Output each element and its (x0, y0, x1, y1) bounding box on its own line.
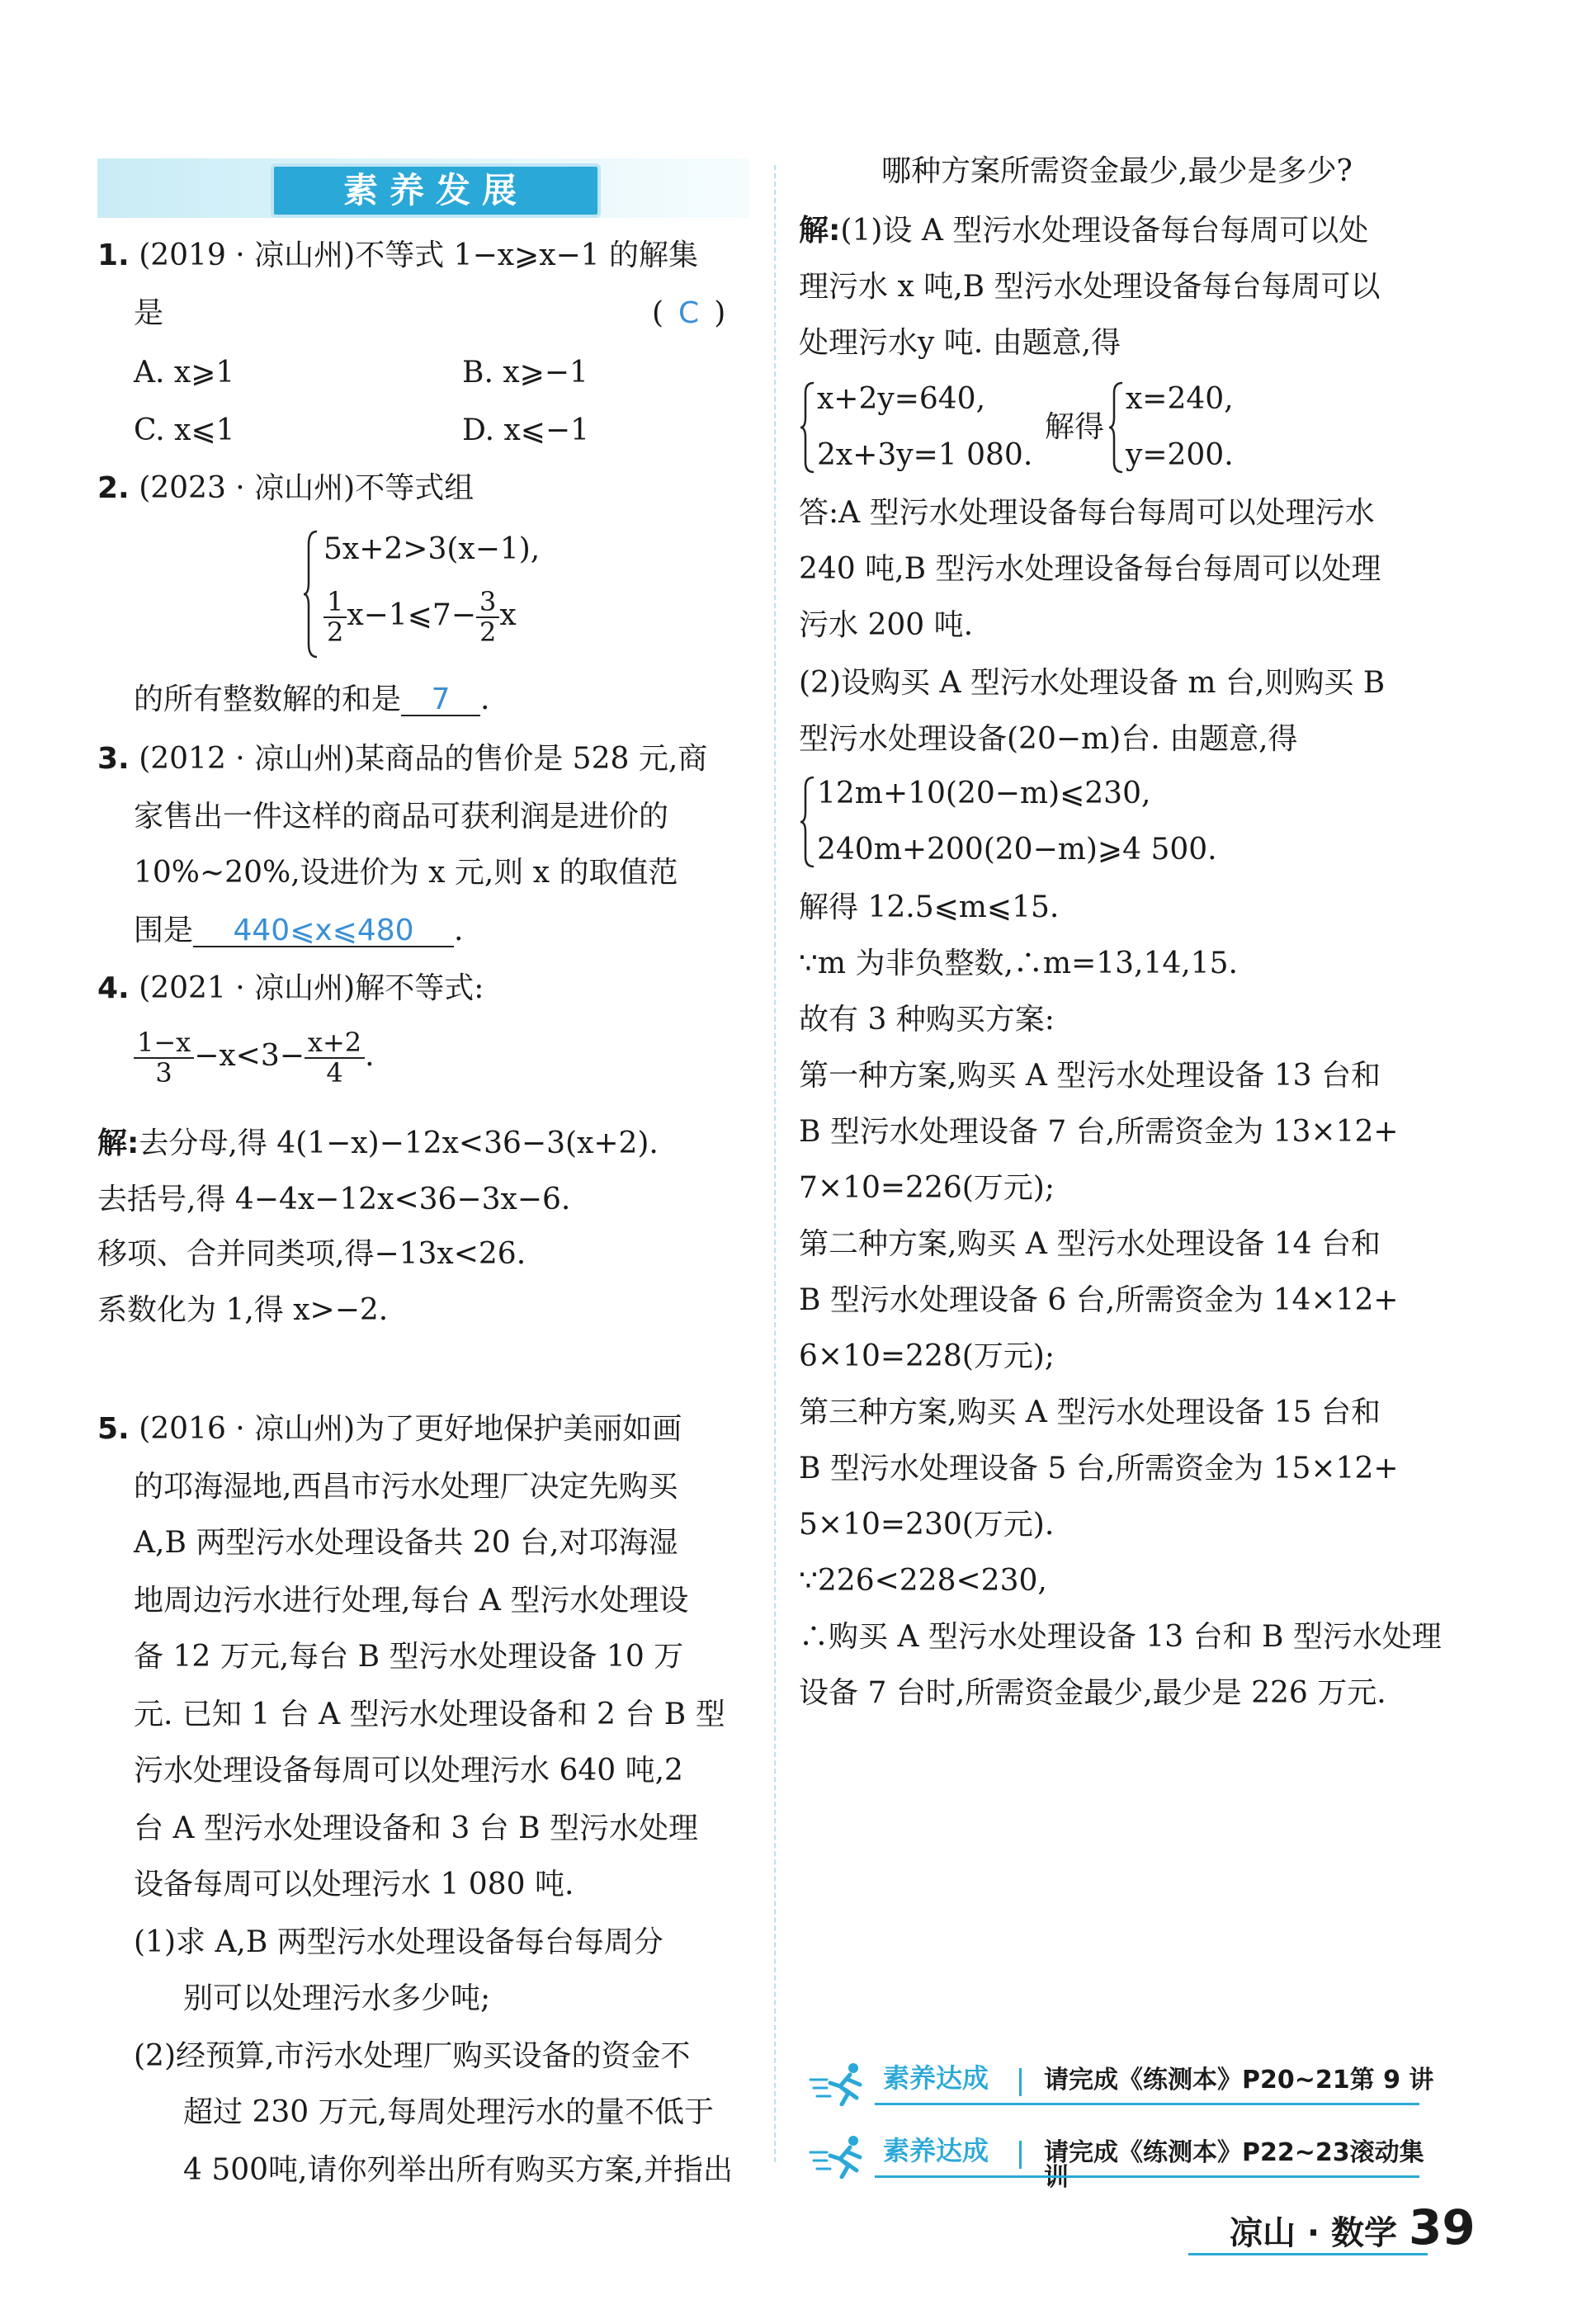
q2-end-period: . (480, 682, 490, 716)
q5-sub2-line1: (2)经预算,市污水处理厂购买设备的资金不 (134, 2039, 691, 2073)
runner-icon (809, 2062, 875, 2106)
system-b-brace (1107, 380, 1126, 475)
q3-line3: 10%~20%,设进价为 x 元,则 x 的取值范 (134, 856, 678, 890)
frac-denominator: 4 (326, 1057, 343, 1089)
footer-badge-2: 素养达成 (883, 2135, 989, 2166)
footer-text-1: 请完成《练测本》P20~21第 9 讲 (1044, 2066, 1434, 2095)
solution-line2: 理污水 x 吨,B 型污水处理设备每台每周可以 (799, 270, 1381, 304)
footer-task-1 (809, 2062, 1436, 2106)
q5-line7: 污水处理设备每周可以处理污水 640 吨,2 (134, 1754, 683, 1788)
footer-task-2 (809, 2134, 1436, 2192)
solution-line1 (799, 216, 1368, 246)
page-footer (1230, 2199, 1476, 2255)
q5-sub2-line2: 超过 230 万元,每周处理污水的量不低于 (183, 2095, 715, 2129)
page-footer-underline (1188, 2253, 1428, 2255)
q2-text: (2023 · 凉山州)不等式组 (139, 471, 475, 505)
q4-line1 (97, 971, 484, 1005)
q5-line4: 地周边污水进行处理,每台 A 型污水处理设 (134, 1584, 689, 1618)
result-line8: B 型污水处理设备 6 台,所需资金为 14×12+ (799, 1283, 1399, 1317)
result-line7: 第二种方案,购买 A 型污水处理设备 14 台和 (799, 1227, 1381, 1261)
result-line13: ∵226<228<230, (799, 1564, 1047, 1598)
q5-text: (2016 · 凉山州)为了更好地保护美丽如画 (139, 1412, 682, 1446)
system-c-line2: 240m+200(20−m)⩾4 500. (817, 833, 1217, 867)
q5-line8: 台 A 型污水处理设备和 3 台 B 型污水处理 (134, 1811, 699, 1845)
q4-solution-line3: 移项、合并同类项,得−13x<26. (97, 1237, 526, 1271)
q5-sub2-line3: 4 500吨,请你列举出所有购买方案,并指出 (183, 2153, 733, 2187)
frac-numerator: x+2 (305, 1028, 365, 1059)
continued-question: 哪种方案所需资金最少,最少是多少? (881, 154, 1353, 188)
result-line15: 设备 7 台时,所需资金最少,最少是 226 万元. (799, 1676, 1386, 1710)
q5-sub1-line2: 别可以处理污水多少吨; (183, 1981, 491, 2015)
solution-line3: 处理污水y 吨. 由题意,得 (799, 326, 1121, 360)
answer-line1: 答:A 型污水处理设备每台每周可以处理污水 (799, 496, 1375, 530)
footer-text-2: 请完成《练测本》P22~23滚动集训 (1044, 2138, 1424, 2192)
q3-line4-text: 围是 (134, 914, 194, 947)
q1-option-a: A. x⩾1 (134, 356, 235, 390)
result-line5: B 型污水处理设备 7 台,所需资金为 13×12+ (799, 1115, 1399, 1149)
system-c-line1: 12m+10(20−m)⩽230, (817, 777, 1151, 810)
q3-line4 (134, 916, 463, 947)
system-b-line2: y=200. (1126, 438, 1234, 472)
q1-line1 (97, 241, 698, 271)
frac-numerator: 1−x (134, 1028, 194, 1059)
answer-line3: 污水 200 吨. (799, 608, 974, 642)
q4-solution-line1 (97, 1126, 659, 1160)
q1-text: (2019 · 凉山州)不等式 1−x⩾x−1 的解集 (139, 239, 699, 272)
system-c-brace (799, 774, 817, 870)
result-line14: ∴购买 A 型污水处理设备 13 台和 B 型污水处理 (799, 1620, 1442, 1654)
q2-system-end: x (499, 598, 517, 633)
q4-solution-label: 解: (97, 1126, 139, 1160)
frac-numerator: 1 (323, 588, 347, 618)
q4-text: (2021 · 凉山州)解不等式: (139, 971, 484, 1005)
q5-sub1-line1: (1)求 A,B 两型污水处理设备每台每周分 (134, 1925, 663, 1959)
q2-line1 (97, 471, 475, 505)
footer-separator-1 (1019, 2068, 1022, 2096)
solution-text1: (1)设 A 型污水处理设备每台每周可以处 (840, 214, 1369, 248)
result-line3: 故有 3 种购买方案: (799, 1003, 1055, 1037)
q2-question-end (134, 682, 490, 716)
answer-line2: 240 吨,B 型污水处理设备每台每周可以处理 (799, 552, 1381, 586)
system-a-brace (799, 380, 817, 475)
q4-inequality-end: . (365, 1039, 375, 1074)
system-b-line1: x=240, (1126, 382, 1234, 416)
q3-line1 (97, 744, 707, 774)
section-title: 素养发展 (271, 163, 601, 218)
q4-solution-line2: 去括号,得 4−4x−12x<36−3x−6. (97, 1183, 571, 1216)
q2-fraction-half (323, 588, 347, 647)
q1-answer-bracket: ( C ) (652, 296, 726, 330)
q2-answer-blank (401, 682, 480, 716)
q5-line1 (97, 1412, 682, 1446)
q4-solution-text1: 去分母,得 4(1−x)−12x<36−3(x+2). (139, 1126, 659, 1160)
q2-system-mid: x−1⩽7− (347, 598, 476, 633)
q4-number: 4. (97, 971, 130, 1005)
q2-system-line1: 5x+2>3(x−1), (323, 532, 541, 566)
q1-number: 1. (97, 239, 130, 272)
q3-line2: 家售出一件这样的商品可获利润是进价的 (134, 800, 669, 834)
q3-end-period: . (454, 914, 464, 947)
q5-line5: 备 12 万元,每台 B 型污水处理设备 10 万 (134, 1640, 684, 1674)
q4-inequality (134, 1028, 375, 1088)
q3-answer: 440⩽x⩽480 (233, 914, 414, 947)
frac-denominator: 2 (479, 616, 497, 649)
result-line4: 第一种方案,购买 A 型污水处理设备 13 台和 (799, 1059, 1381, 1093)
q4-fraction-right (305, 1028, 365, 1088)
frac-numerator: 3 (476, 588, 499, 618)
q4-inequality-mid: −x<3− (194, 1039, 305, 1074)
result-line1: 解得 12.5⩽m⩽15. (799, 890, 1060, 924)
q2-answer: 7 (431, 682, 451, 716)
column-divider (774, 165, 776, 2162)
q2-system-brace (302, 528, 320, 660)
q5-line2: 的邛海湿地,西昌市污水处理厂决定先购买 (134, 1470, 678, 1504)
q1-option-c: C. x⩽1 (134, 413, 235, 447)
result-line10: 第三种方案,购买 A 型污水处理设备 15 台和 (799, 1396, 1381, 1429)
frac-denominator: 2 (327, 616, 344, 649)
frac-denominator: 3 (155, 1057, 172, 1089)
q5-line6: 元. 已知 1 台 A 型污水处理设备和 2 台 B 型 (134, 1698, 725, 1731)
q1-option-d: D. x⩽−1 (462, 413, 590, 447)
solution-label: 解: (799, 214, 841, 248)
q3-answer-blank (193, 916, 454, 947)
q5-line3: A,B 两型污水处理设备共 20 台,对邛海湿 (134, 1526, 678, 1560)
q4-solution-line4: 系数化为 1,得 x>−2. (97, 1293, 389, 1327)
page-number: 39 (1409, 2199, 1476, 2255)
part2-line2: 型污水处理设备(20−m)台. 由题意,得 (799, 722, 1298, 756)
q5-line9: 设备每周可以处理污水 1 080 吨. (134, 1868, 574, 1901)
q3-number: 3. (97, 742, 130, 776)
section-banner (97, 158, 749, 218)
q1-line2: 是 (134, 296, 164, 330)
region-subject: 凉山 · 数学 (1230, 2214, 1398, 2252)
system-a-line2: 2x+3y=1 080. (817, 438, 1033, 472)
part2-line1: (2)设购买 A 型污水处理设备 m 台,则购买 B (799, 666, 1386, 700)
q3-text: (2012 · 凉山州)某商品的售价是 528 元,商 (139, 742, 708, 776)
result-line11: B 型污水处理设备 5 台,所需资金为 15×12+ (799, 1452, 1399, 1485)
footer-underline-1 (875, 2103, 1419, 2105)
footer-separator-2 (1019, 2141, 1022, 2169)
footer-underline-2 (875, 2175, 1419, 2178)
q2-fraction-three-halves (476, 588, 499, 647)
q2-end-text: 的所有整数解的和是 (134, 682, 402, 716)
result-line6: 7×10=226(万元); (799, 1171, 1055, 1205)
result-line12: 5×10=230(万元). (799, 1508, 1055, 1542)
solved-word: 解得 (1045, 410, 1105, 444)
q4-fraction-left (134, 1028, 194, 1088)
runner-icon (809, 2134, 875, 2179)
q5-number: 5. (97, 1412, 130, 1446)
system-a-line1: x+2y=640, (817, 382, 986, 416)
q1-option-b: B. x⩾−1 (462, 356, 588, 390)
footer-badge-1: 素养达成 (883, 2062, 989, 2094)
result-line2: ∵m 为非负整数,∴m=13,14,15. (799, 947, 1238, 980)
q1-answer: C (678, 296, 700, 330)
q2-system-line2 (323, 588, 517, 647)
q2-number: 2. (97, 471, 130, 505)
result-line9: 6×10=228(万元); (799, 1339, 1055, 1373)
